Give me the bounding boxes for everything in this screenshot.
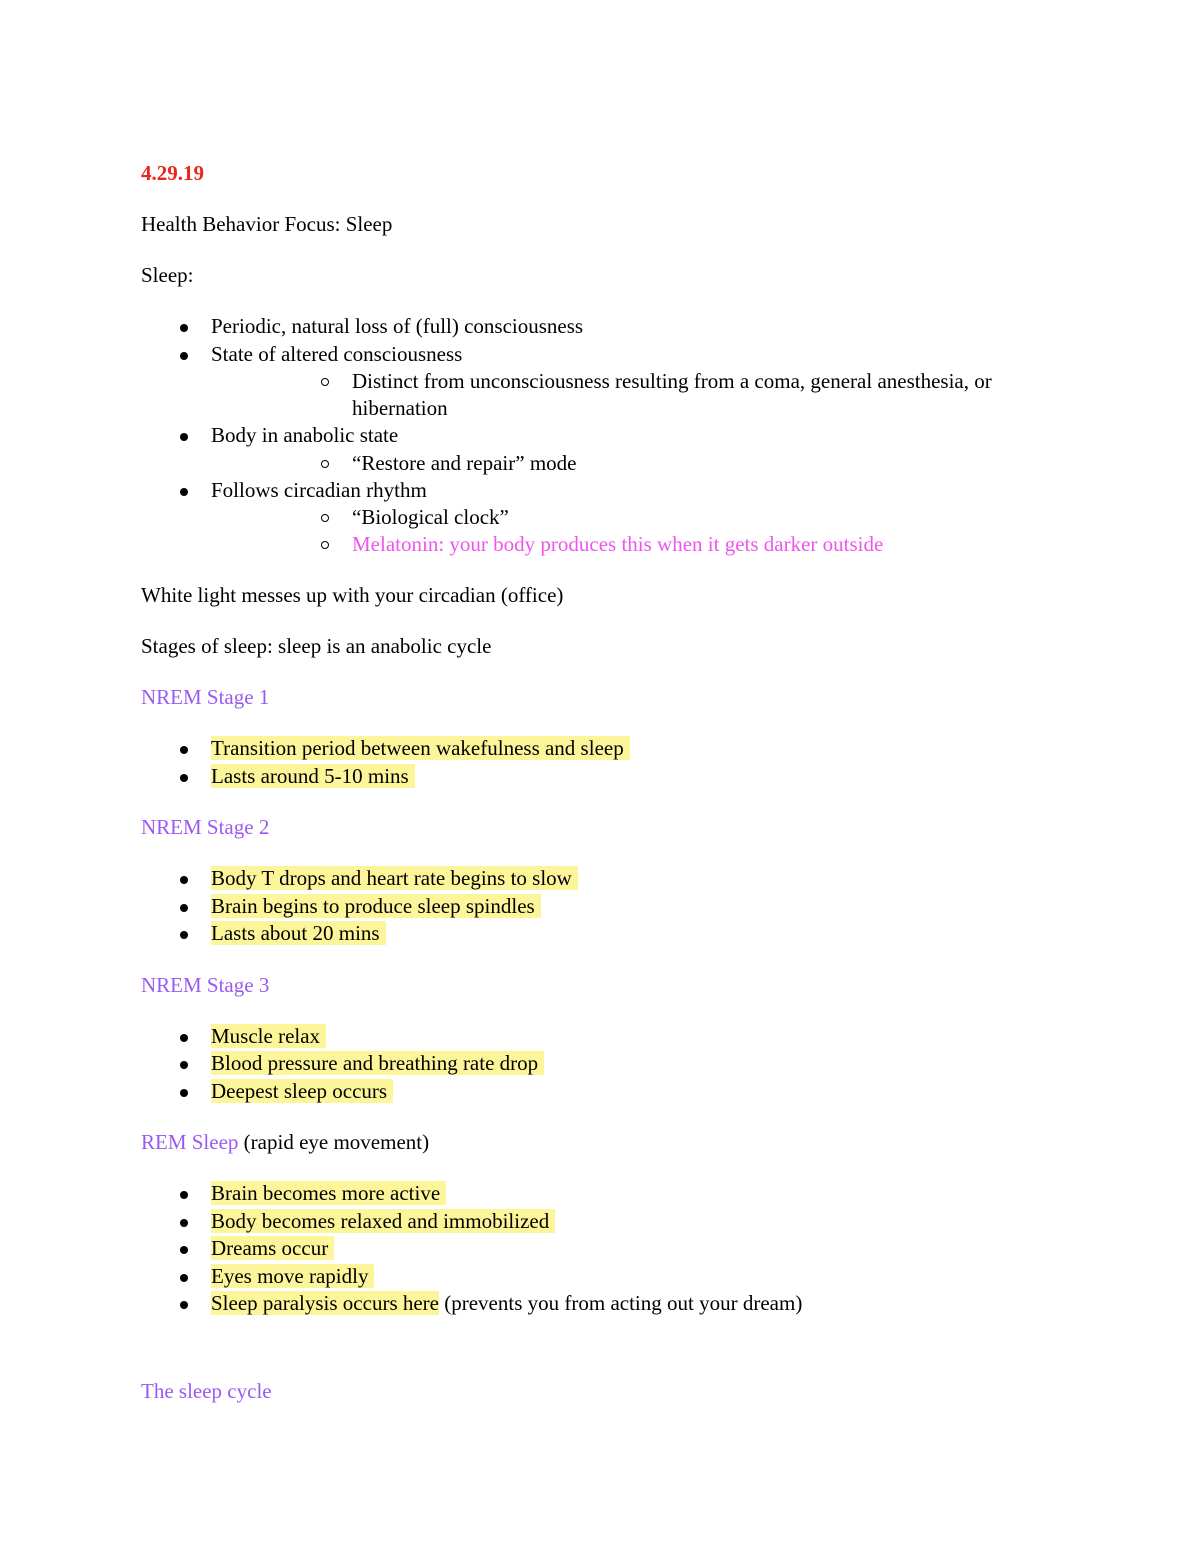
stage2-list	[141, 865, 1041, 948]
list-item: Sleep paralysis occurs here (prevents you from acting out your dream)	[141, 1290, 1041, 1318]
rem-list	[141, 1180, 1041, 1318]
document-page	[141, 160, 1041, 1405]
sub-list-item: Distinct from unconsciousness resulting from a coma, general anesthesia, or hibernation	[211, 368, 1041, 422]
list-item: Lasts around 5-10 mins	[141, 763, 1041, 791]
stage1-list	[141, 735, 1041, 790]
stage1-title: NREM Stage 1	[141, 685, 270, 709]
sub-list	[211, 368, 1041, 422]
list-item: Eyes move rapidly	[141, 1263, 1041, 1291]
paralysis-note: (prevents you from acting out your dream)	[439, 1291, 803, 1315]
melatonin-note: Melatonin: your body produces this when it gets darker outside	[352, 532, 884, 556]
sub-list-item: “Biological clock”	[211, 504, 1041, 531]
stages-intro: Stages of sleep: sleep is an anabolic cycle	[141, 634, 492, 658]
list-item: Body in anabolic state “Restore and repair” mode	[141, 422, 1041, 477]
list-item: Lasts about 20 mins	[141, 920, 1041, 948]
list-item: Follows circadian rhythm “Biological clock” Melatonin: your body produces this when it gets darker outside	[141, 477, 1041, 559]
sleep-list	[141, 313, 1041, 558]
list-item: Body T drops and heart rate begins to slow	[141, 865, 1041, 893]
rem-subtitle: (rapid eye movement)	[238, 1130, 430, 1154]
list-item: Dreams occur	[141, 1235, 1041, 1263]
list-item: Transition period between wakefulness and sleep	[141, 735, 1041, 763]
date-heading: 4.29.19	[141, 161, 204, 185]
stage3-title: NREM Stage 3	[141, 972, 270, 997]
rem-title: REM Sleep	[141, 1130, 239, 1154]
sleep-cycle-title: The sleep cycle	[141, 1378, 272, 1403]
sub-list-item	[211, 531, 1041, 558]
list-item: Deepest sleep occurs	[141, 1078, 1041, 1106]
list-item: Muscle relax	[141, 1023, 1041, 1051]
stage3-list	[141, 1023, 1041, 1106]
focus-line: Health Behavior Focus: Sleep	[141, 212, 393, 236]
list-item: Brain becomes more active	[141, 1180, 1041, 1208]
white-light-line: White light messes up with your circadian (office)	[141, 583, 564, 607]
list-item: Body becomes relaxed and immobilized	[141, 1208, 1041, 1236]
list-item: Periodic, natural loss of (full) consciousness	[141, 313, 1041, 341]
sleep-heading: Sleep:	[141, 263, 194, 287]
stage2-title: NREM Stage 2	[141, 815, 270, 839]
sub-list	[211, 450, 1041, 477]
list-item: State of altered consciousness Distinct from unconsciousness resulting from a coma, general anesthesia, or hibernation	[141, 341, 1041, 423]
list-item: Brain begins to produce sleep spindles	[141, 893, 1041, 921]
sub-list	[211, 504, 1041, 558]
sub-list-item: “Restore and repair” mode	[211, 450, 1041, 477]
rem-heading	[141, 1129, 1041, 1156]
list-item: Blood pressure and breathing rate drop	[141, 1050, 1041, 1078]
